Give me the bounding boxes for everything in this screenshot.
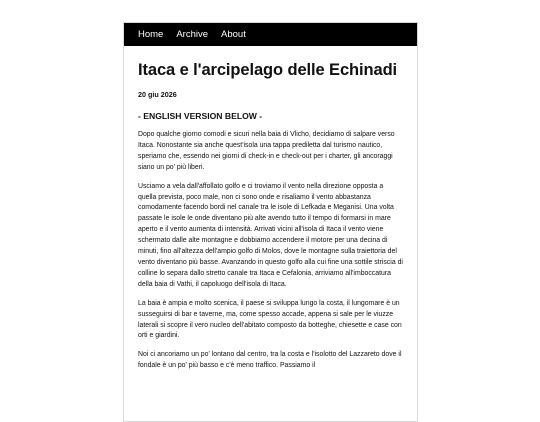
post-paragraph: Noi ci ancoriamo un po' lontano dal centro, tra la costa e l'isolotto del Lazzareto dove il fondale è un po' più basso e c'è meno traffico. Passiamo il xyxy=(138,351,402,370)
nav-link-archive[interactable]: Archive xyxy=(176,29,209,40)
post-paragraph: Usciamo a vela dall'affollato golfo e ci troviamo il vento nella direzione opposta a quella prevista, poco male, non ci sono onde e risaliamo il vento abbastanza comodamente facendo bordi nel canale tra le isole di Lefkada e Meganisi. Una volta passate le isole le onde diventano più alte avendo tutto il tempo di formarsi in mare aperto e il vento aumenta di intensità. Arrivati vicini all'isola di Itaca il vento viene schermato dalle alte montagne e dobbiamo accendere il motore per una decina di minuti, fino all'altezza dell'ampio golfo di Molos, dove le montagne sulla traiettoria del vento diventano più basse. Avanzando in questo golfo alla cui fine una sottile striscia di colline lo separa dallo stretto canale tra Itaca e Cefalonia, arriviamo all'imboccatura della baia di Vathi, il capoluogo dell'isola di Itaca. xyxy=(138,182,403,288)
post-paragraph: La baia è ampia e molto scenica, il paese si sviluppa lungo la costa, il lungomare è un susseguirsi di bar e taverne, ma, come spesso accade, appena si sale per le viuzze laterali si scopre il vero nucleo dell'abitato composto da botteghe, chiesette e case con orti e giardini. xyxy=(138,299,402,340)
post-content xyxy=(124,60,417,372)
nav-link-home[interactable]: Home xyxy=(138,29,164,40)
top-navigation xyxy=(124,23,417,46)
post-date: 20 giu 2026 xyxy=(138,90,177,99)
post-subheading: - ENGLISH VERSION BELOW - xyxy=(138,111,263,121)
post-paragraph: Dopo qualche giorno comodi e sicuri nella baia di Vlicho, decidiamo di salpare verso Itaca. Nonostante sia anche quest'isola una tappa prediletta dal turismo nautico, speriamo che, essendo nei giorni di check-in e check-out per i charter, gli ancoraggi siano un po' più liberi. xyxy=(138,131,395,171)
post-title: Itaca e l'arcipelago delle Echinadi xyxy=(138,61,398,79)
blog-page xyxy=(123,22,418,422)
nav-link-about[interactable]: About xyxy=(221,29,246,40)
